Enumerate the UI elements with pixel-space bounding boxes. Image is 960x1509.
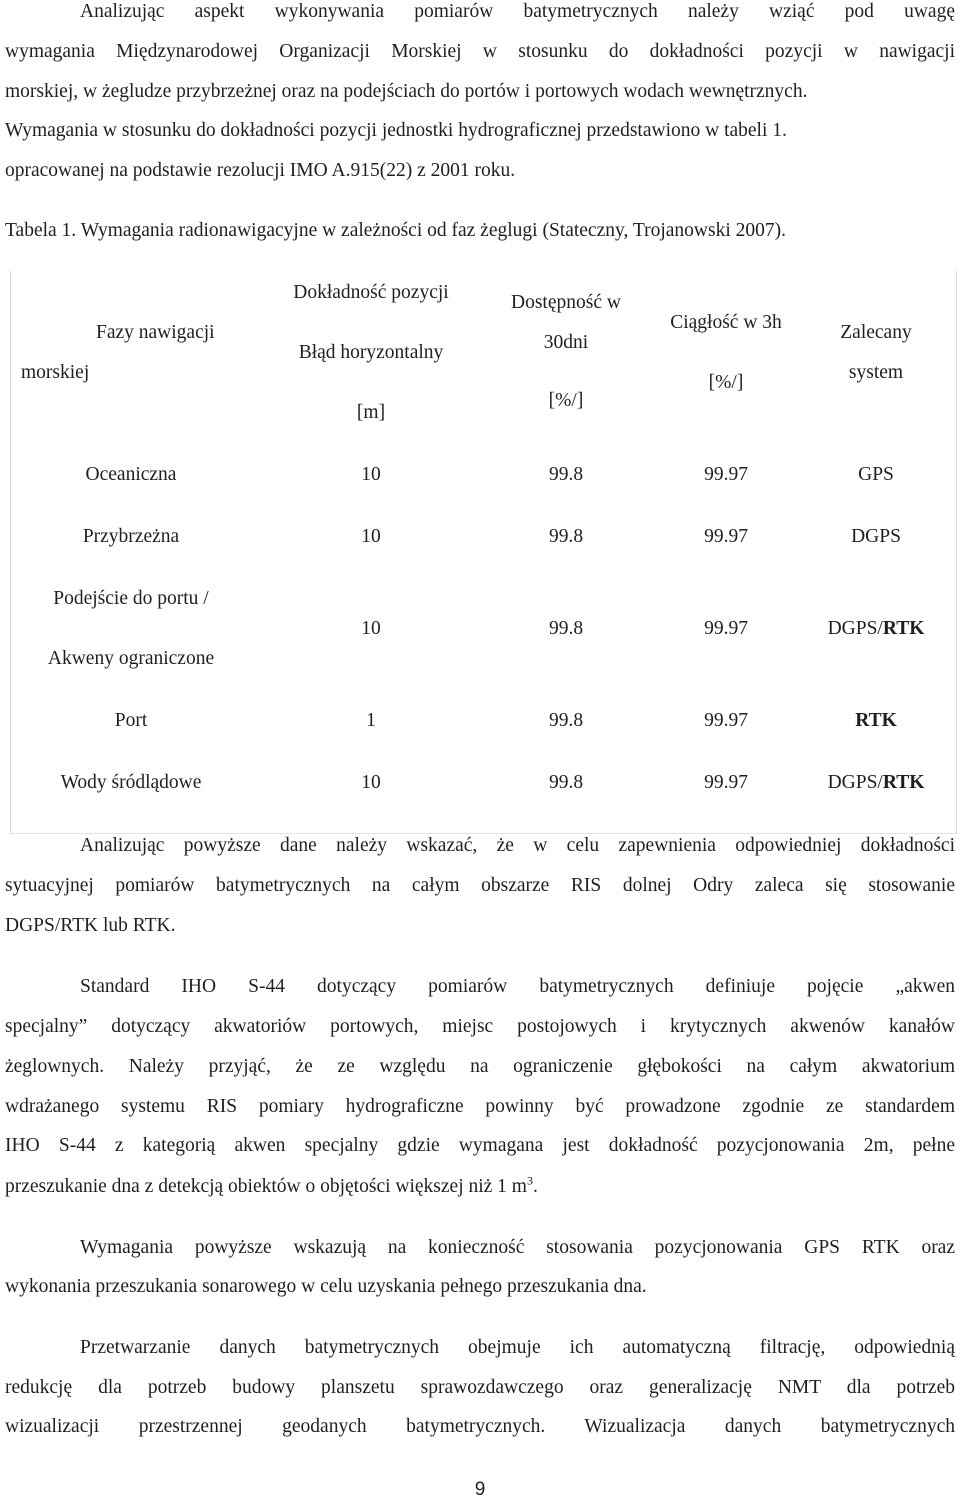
row-continuity: 99.97 — [704, 772, 748, 793]
row-continuity: 99.97 — [704, 464, 748, 485]
text-line: wymagania Międzynarodowej Organizacji Morskiej w stosunku do dokładności pozycji w nawigacji — [5, 41, 955, 62]
row-phase-line1: Podejście do portu / — [53, 588, 209, 609]
text-line: IHO S-44 z kategorią akwen specjalny gdzie wymagana jest dokładność pozycjonowania 2m, pełne — [5, 1135, 955, 1156]
row-continuity: 99.97 — [704, 526, 748, 547]
row-accuracy: 10 — [361, 526, 381, 547]
text-line: Analizując aspekt wykonywania pomiarów batymetrycznych należy wziąć pod uwagę — [80, 1, 955, 22]
header-system-line1: Zalecany — [840, 322, 912, 343]
row-phase: Przybrzeżna — [82, 526, 180, 547]
row-accuracy: 10 — [361, 464, 381, 485]
row-availability: 99.8 — [548, 710, 584, 731]
header-phase-line2: morskiej — [21, 362, 90, 383]
row-availability: 99.8 — [548, 464, 584, 485]
text-line: Analizując powyższe dane należy wskazać, że w celu zapewnienia odpowiedniej dokładności — [80, 835, 955, 856]
row-phase: Port — [114, 710, 148, 731]
header-accuracy-line1: Dokładność pozycji — [293, 282, 449, 303]
text-line: redukcję dla potrzeb budowy planszetu sprawozdawczego oraz generalizację NMT dla potrzeb — [5, 1377, 955, 1398]
row-availability: 99.8 — [548, 618, 584, 639]
header-continuity-line2: [%/] — [708, 372, 744, 393]
requirements-table — [10, 271, 957, 834]
text-line: przeszukanie dna z detekcją obiektów o objętości większej niż 1 $m^3$. — [5, 1173, 538, 1197]
row-system: DGPS — [851, 526, 901, 547]
header-availability-line3: [%/] — [548, 390, 584, 411]
row-system: DGPS/RTK — [827, 618, 925, 639]
text-line: opracowanej na podstawie rezolucji IMO A.915(22) z 2001 roku. — [5, 160, 516, 181]
superscript: 3 — [526, 1173, 533, 1188]
row-continuity: 99.97 — [704, 618, 748, 639]
text-line: Wymagania powyższe wskazują na konieczność stosowania pozycjonowania GPS RTK oraz — [80, 1237, 955, 1258]
text-line: sytuacyjnej pomiarów batymetrycznych na całym obszarze RIS dolnej Odry zaleca się stosowanie — [5, 875, 955, 896]
text-line: wykonania przeszukania sonarowego w celu uzyskania pełnego przeszukania dna. — [5, 1276, 647, 1297]
header-continuity-line1: Ciągłość w 3h — [670, 312, 782, 333]
header-accuracy-line2: Błąd horyzontalny — [298, 342, 444, 363]
row-system: RTK — [855, 710, 897, 731]
row-phase: Oceaniczna — [85, 464, 177, 485]
row-accuracy: 10 — [361, 772, 381, 793]
text-line: Przetwarzanie danych batymetrycznych obejmuje ich automatyczną filtrację, odpowiednią — [80, 1337, 955, 1358]
text-line: Standard IHO S-44 dotyczący pomiarów batymetrycznych definiuje pojęcie „akwen — [80, 976, 955, 997]
row-phase: Wody śródlądowe — [60, 772, 202, 793]
text-line: morskiej, w żegludze przybrzeżnej oraz na podejściach do portów i portowych wodach wewnętrznych. — [5, 81, 808, 102]
row-availability: 99.8 — [548, 526, 584, 547]
table-caption: Tabela 1. Wymagania radionawigacyjne w zależności od faz żeglugi (Stateczny, Trojanowski 2007). — [5, 220, 786, 241]
header-availability-line1: Dostępność w — [511, 292, 621, 313]
page-number: 9 — [474, 1479, 486, 1500]
text-line: żeglownych. Należy przyjąć, że ze względu na ograniczenie głębokości na całym akwatorium — [5, 1056, 955, 1077]
text-line: wizualizacji przestrzennej geodanych batymetrycznych. Wizualizacja danych batymetrycznych — [5, 1416, 955, 1437]
row-phase-line2: Akweny ograniczone — [47, 648, 215, 669]
header-accuracy-line3: [m] — [356, 402, 386, 423]
row-system: GPS — [858, 464, 894, 485]
header-phase-line1: Fazy nawigacji — [96, 322, 215, 343]
text-line: DGPS/RTK lub RTK. — [5, 915, 176, 936]
text-line: wdrażanego systemu RIS pomiary hydrograficzne powinny być prowadzone zgodnie ze standardem — [5, 1096, 955, 1117]
row-system: DGPS/RTK — [827, 772, 925, 793]
text-line: Wymagania w stosunku do dokładności pozycji jednostki hydrograficznej przedstawiono w tabeli 1. — [5, 120, 787, 141]
row-accuracy: 10 — [361, 618, 381, 639]
row-availability: 99.8 — [548, 772, 584, 793]
row-continuity: 99.97 — [704, 710, 748, 731]
text-line: specjalny” dotyczący akwatoriów portowych, miejsc postojowych i krytycznych akwenów kanałów — [5, 1016, 955, 1037]
row-accuracy: 1 — [366, 710, 376, 731]
header-system-line2: system — [848, 362, 904, 383]
header-availability-line2: 30dni — [543, 332, 589, 353]
